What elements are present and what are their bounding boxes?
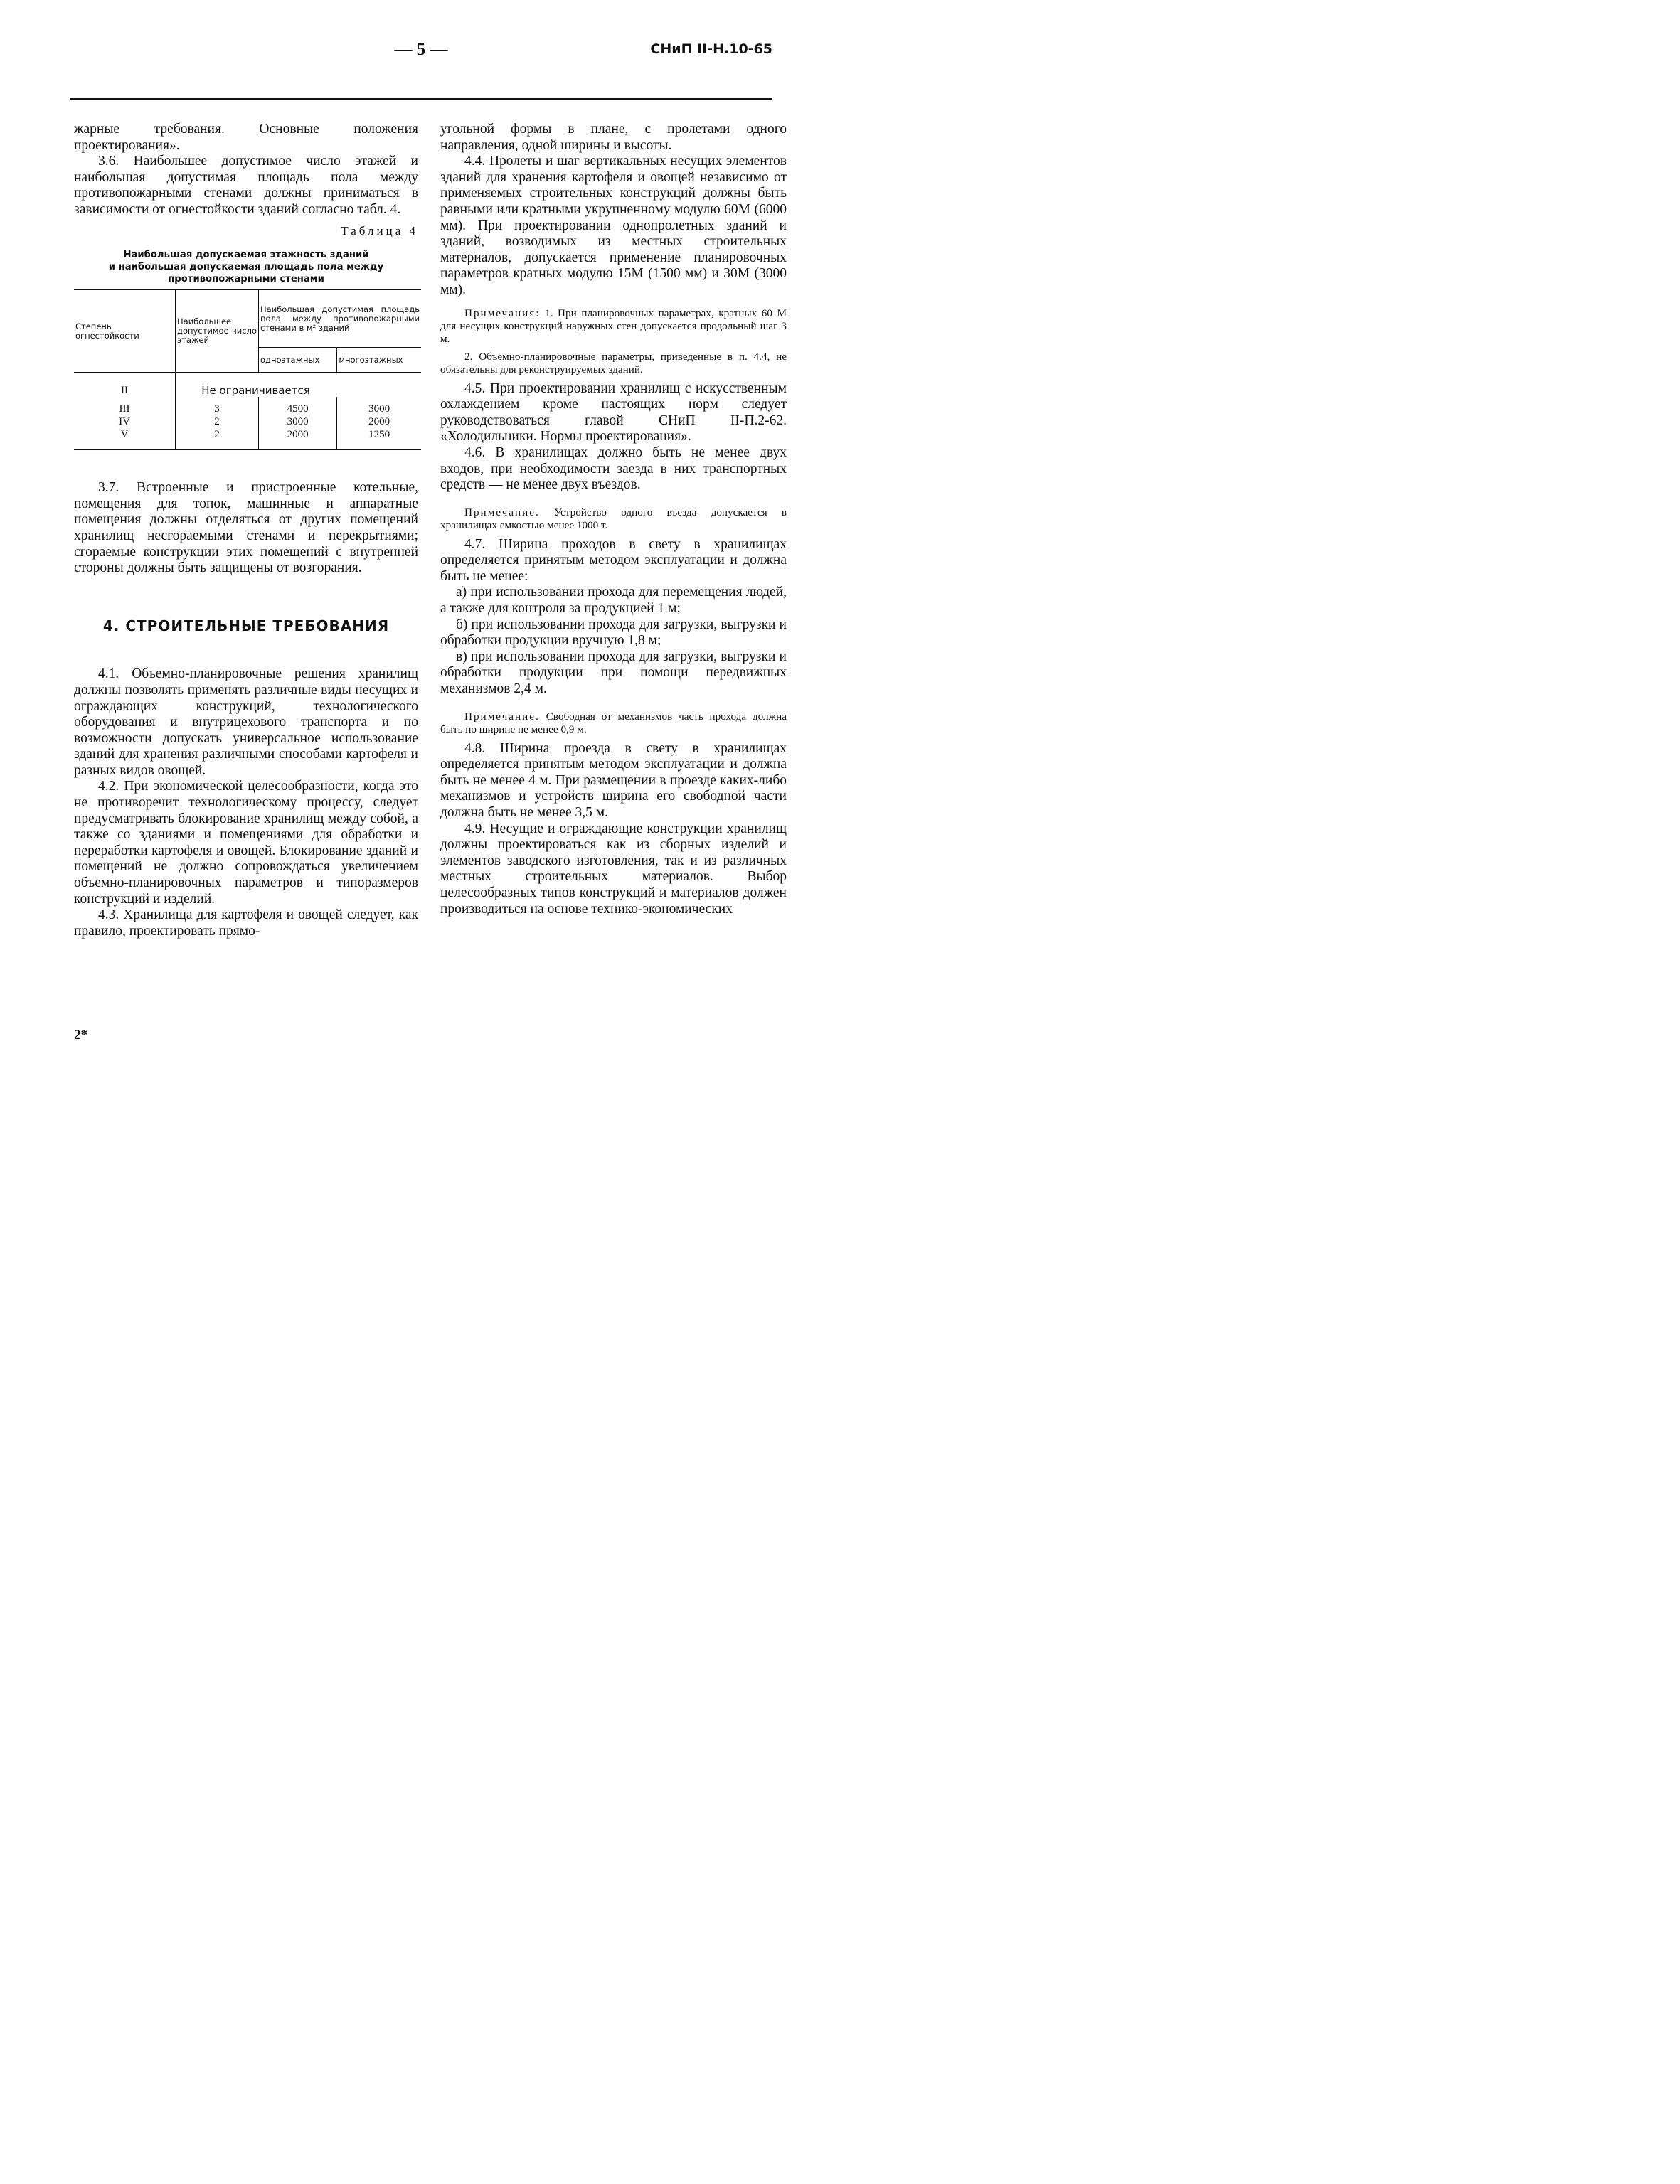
col-header-max-floors: Наибольшее допустимое число этажей	[176, 290, 259, 373]
note-label: Примечание.	[464, 710, 540, 723]
signature-mark: 2*	[74, 1028, 87, 1043]
paragraph-4-7: 4.7. Ширина проходов в свету в хранилищах определяется принятым методом эксплуатации и должна быть не менее:	[440, 536, 787, 584]
item-4-7-a: а) при использовании прохода для перемещения людей, а также для контроля за продукцией 1 м;	[440, 585, 787, 617]
paragraph-4-6: 4.6. В хранилищах должно быть не менее двух входов, при необходимости заезда в них транспортных средств — не менее двух въездов.	[440, 444, 787, 493]
paragraph-3-6: 3.6. Наибольшее допустимое число этажей и наибольшая допустимая площадь пола между противопожарными стенами должны приниматься в зависимости от огнестойкости зданий согласно табл. 4.	[74, 154, 418, 217]
note-label: Примечания:	[464, 307, 541, 319]
table-title: Наибольшая допускаемая этажность зданий и наибольшая допускаемая площадь пола между противопожарными стенами	[108, 250, 384, 285]
paragraph-3-7: 3.7. Встроенные и пристроенные котельные, помещения для топок, машинные и аппаратные помещения должны отделяться от других помещений хранилищ несгораемыми стенами и перекрытиями; сгораемые конструкции этих помещений с внутренней стороны должны быть защищены от возгорания.	[74, 480, 418, 576]
paragraph-4-4: 4.4. Пролеты и шаг вертикальных несущих элементов зданий для хранения картофеля и овощей независимо от применяемых строительных конструкций должны быть равными или кратными укрупненному модулю 60М (6000 мм). При проектировании однопролетных зданий и зданий, возводимых из местных строительных материалов, допускается применение планировочных параметров кратных модулю 15М (1500 мм) и 30М (3000 мм).	[440, 154, 787, 297]
paragraph-4-2: 4.2. При экономической целесообразности, когда это не противоречит технологическому процессу, следует предусматривать блокирование хранилищ между собой, а также со зданиями и помещениями для обработки и переработки картофеля и овощей. Блокирование зданий и помещений не должно сопровождаться увеличением объемно-планировочных параметров и типоразмеров конструкций и изделий.	[74, 779, 418, 907]
table-4	[74, 289, 421, 450]
paragraph-4-1: 4.1. Объемно-планировочные решения хранилищ должны позволять применять различные виды несущих и ограждающих конструкций, технологического оборудования и внутрицехового транспорта и по возможности допускать универсальное использование зданий для хранения различными способами картофеля и разных видов овощей.	[74, 666, 418, 778]
item-4-7-b: б) при использовании прохода для загрузки, выгрузки и обработки продукции вручную 1,8 м;	[440, 617, 787, 649]
note-4-4-2: 2. Объемно-планировочные параметры, приведенные в п. 4.4, не обязательны для реконструируемых зданий.	[440, 350, 787, 375]
col-header-max-area: Наибольшая допустимая площадь пола между противопожарными стенами в м² зданий	[259, 290, 422, 348]
document-code: СНиП II-Н.10-65	[650, 41, 772, 57]
header-rule	[70, 98, 772, 100]
item-4-7-c: в) при использовании прохода для загрузки, выгрузки и обработки продукции при помощи передвижных механизмов 2,4 м.	[440, 649, 787, 697]
section-heading: 4. СТРОИТЕЛЬНЫЕ ТРЕБОВАНИЯ	[102, 617, 390, 634]
col-header-fire-resistance: Степень огнестойкости	[74, 290, 176, 373]
paragraph-intro-continuation: жарные требования. Основные положения проектирования».	[74, 122, 418, 153]
left-column	[74, 122, 418, 939]
page-number: — 5 —	[394, 40, 448, 59]
paragraph-4-3: 4.3. Хранилища для картофеля и овощей следует, как правило, проектировать прямо-	[74, 907, 418, 939]
unlimited-note: Не ограничивается	[201, 384, 310, 398]
table-caption: Таблица 4	[341, 223, 418, 238]
page-header	[70, 40, 772, 61]
col-header-multi-storey: многоэтажных	[339, 354, 403, 365]
paragraph-4-9: 4.9. Несущие и ограждающие конструкции хранилищ должны проектироваться как из сборных изделий и элементов заводского изготовления, так и из различных местных строительных материалов. Выбор целесообразных типов конструкций и материалов должен производиться на основе технико-экономических	[440, 821, 787, 917]
paragraph-4-8: 4.8. Ширина проезда в свету в хранилищах определяется принятым методом эксплуатации и должна быть не менее 4 м. При размещении в проезде каких-либо механизмов и устройств ширина его свободной части должна быть не менее 3,5 м.	[440, 740, 787, 820]
note-4-6: Примечание. Устройство одного въезда допускается в хранилищах емкостью менее 1000 т.	[440, 506, 787, 531]
note-4-7: Примечание. Свободная от механизмов часть прохода должна быть по ширине не менее 0,9 м.	[440, 710, 787, 735]
table-row: III 3 4500 3000	[74, 397, 421, 415]
note-4-4-1: Примечания: 1. При планировочных параметрах, кратных 60 М для несущих конструкций наружных стен допускается продольный шаг 3 м.	[440, 307, 787, 345]
col-header-single-storey: одноэтажных	[259, 348, 337, 373]
table-row: II Не ограничивается	[74, 373, 421, 398]
paragraph-4-5: 4.5. При проектировании хранилищ с искусственным охлаждением кроме настоящих норм следует руководствоваться главой СНиП II-П.2-62. «Холодильники. Нормы проектирования».	[440, 380, 787, 444]
paragraph-4-3-continuation: угольной формы в плане, с пролетами одного направления, одной ширины и высоты.	[440, 122, 787, 153]
note-label: Примечание.	[464, 506, 540, 518]
right-column	[440, 122, 787, 917]
table-row: V 2 2000 1250	[74, 428, 421, 450]
table-row: IV 2 3000 2000	[74, 415, 421, 428]
